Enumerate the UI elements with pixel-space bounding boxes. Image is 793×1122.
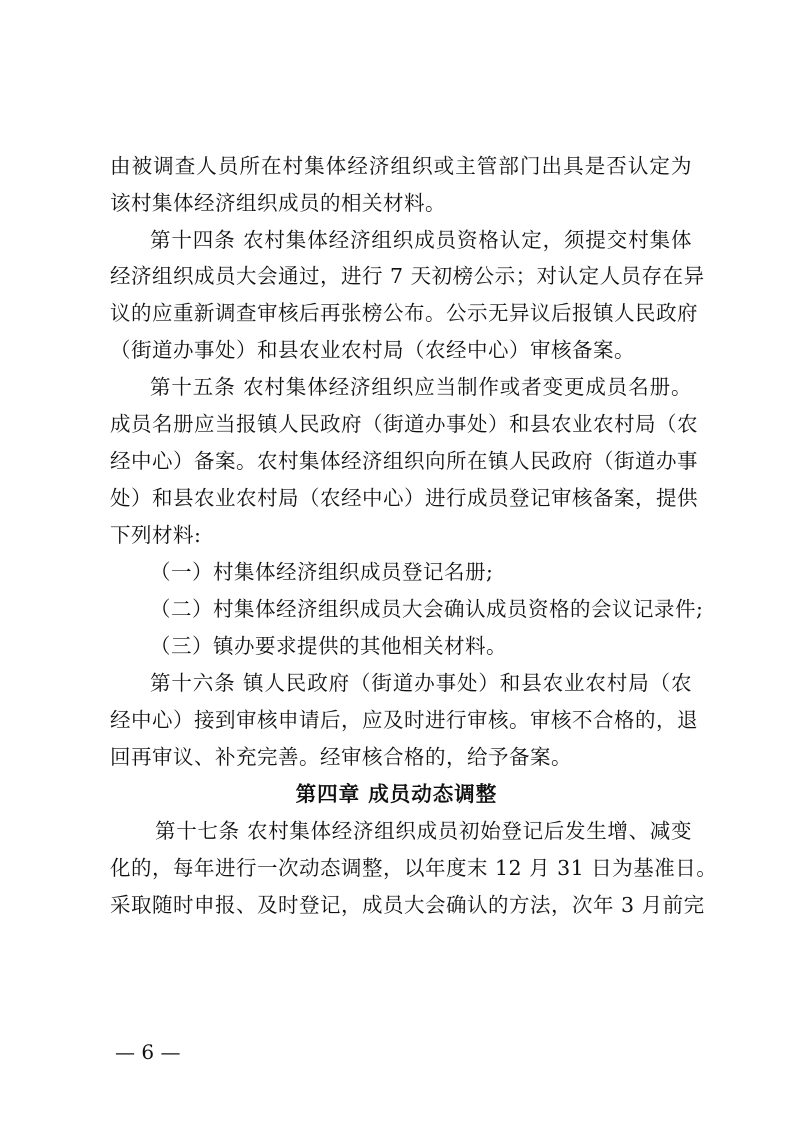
body-line: 经济组织成员大会通过，进行 7 天初榜公示；对认定人员存在异 [110,264,705,288]
body-line: 处）和县农业农村局（农经中心）进行成员登记审核备案，提供 [110,486,698,510]
body-line: 经中心）接到审核申请后，应及时进行审核。审核不合格的，退 [110,708,698,732]
body-line: 成员名册应当报镇人民政府（街道办事处）和县农业农村局（农 [110,412,698,436]
list-item: （二）村集体经济组织成员大会确认成员资格的会议记录件; [150,597,704,621]
chapter-heading: 第四章 成员动态调整 [295,782,498,806]
body-line: 化的，每年进行一次动态调整，以年度末 12 月 31 日为基准日。 [110,856,718,880]
article-14-first-line: 第十四条 农村集体经济组织成员资格认定，须提交村集体 [150,228,692,252]
page-number: — 6 — [115,1040,181,1064]
list-item: （一）村集体经济组织成员登记名册; [150,560,494,584]
body-line: 该村集体经济组织成员的相关材料。 [110,191,446,215]
list-item: （三）镇办要求提供的其他相关材料。 [150,634,507,658]
body-line: 下列材料: [110,523,202,547]
article-16-first-line: 第十六条 镇人民政府（街道办事处）和县农业农村局（农 [150,671,692,695]
body-line: （街道办事处）和县农业农村局（农经中心）审核备案。 [110,338,635,362]
body-line: 采取随时申报、及时登记，成员大会确认的方法，次年 3 月前完 [110,893,705,917]
body-line: 回再审议、补充完善。经审核合格的，给予备案。 [110,745,572,769]
article-15-first-line: 第十五条 农村集体经济组织应当制作或者变更成员名册。 [150,375,692,399]
body-line: 经中心）备案。农村集体经济组织向所在镇人民政府（街道办事 [110,449,698,473]
body-line: 议的应重新调查审核后再张榜公布。公示无异议后报镇人民政府 [110,301,698,325]
article-17-first-line: 第十七条 农村集体经济组织成员初始登记后发生增、减变 [155,819,692,843]
body-line: 由被调查人员所在村集体经济组织或主管部门出具是否认定为 [110,154,692,178]
